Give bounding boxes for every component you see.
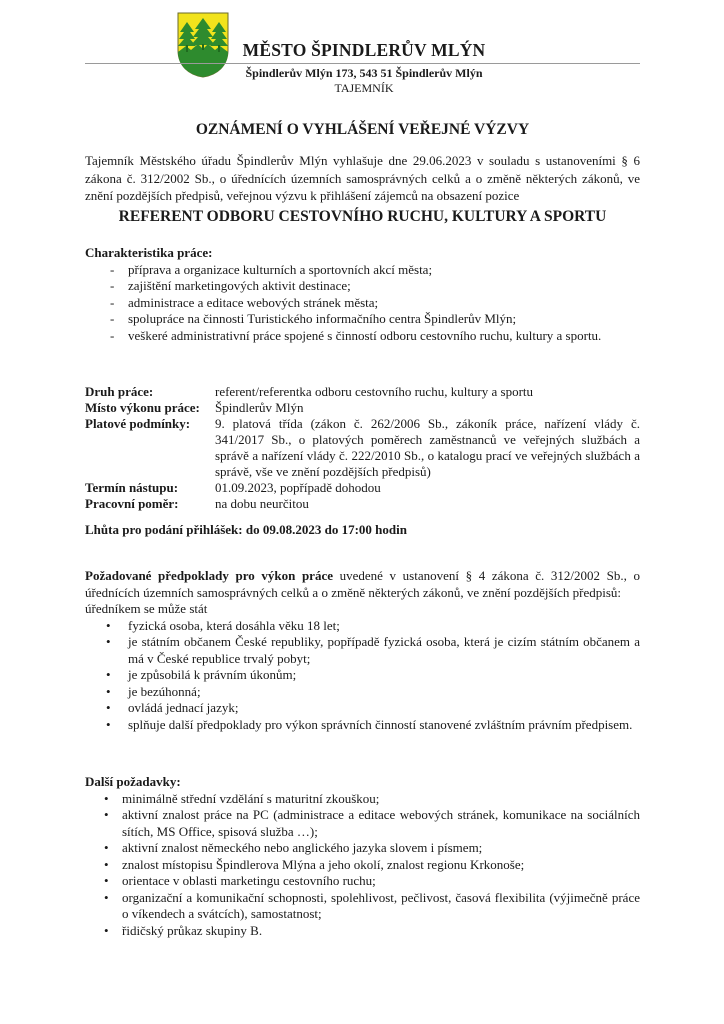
table-row: Druh práce: referent/referentka odboru cestovního ruchu, kultury a sportu <box>85 384 534 399</box>
list-item: • organizační a komunikační schopnosti, spolehlivost, pečlivost, časová flexibilita (výjimečně práce o víkendech a svátcích), samostatnost; <box>104 889 640 921</box>
position-title: REFERENT ODBORU CESTOVNÍHO RUCHU, KULTURY A SPORTU <box>118 208 607 225</box>
prerequisites-heading: Požadované předpoklady pro výkon práce <box>85 568 333 583</box>
list-item: • je bezúhonná; <box>106 683 201 699</box>
characteristics-section <box>85 245 640 344</box>
bullet-marker: • <box>106 716 111 732</box>
bullet-marker: • <box>104 889 109 905</box>
list-item: - zajištění marketingových aktivit destinace; <box>110 278 351 293</box>
list-item: - administrace a editace webových stránek města; <box>110 294 379 310</box>
header-divider <box>85 63 640 64</box>
prerequisites-list <box>85 618 640 734</box>
details-table <box>85 384 640 512</box>
bullet-marker: • <box>106 700 111 715</box>
list-item: • řidičský průkaz skupiny B. <box>104 922 263 938</box>
table-row: Pracovní poměr: na dobu neurčitou <box>85 496 309 511</box>
bullet-marker: • <box>106 617 111 633</box>
table-row: Platové podmínky: 9. platová třída (zákon č. 262/2006 Sb., zákoník práce, nařízení vlády č. 341/2017 Sb., o platových poměrech zaměstnanců ve veřejných službách a správě a nařízení vlády č. 222/2010 Sb., o katalogu prací ve veřejných službách a správě, vše ve znění pozdějších předpisů) <box>85 416 640 479</box>
coat-of-arms-icon <box>177 12 229 78</box>
list-item: • je způsobilá k právním úkonům; <box>106 667 297 682</box>
application-deadline: Lhůta pro podání přihlášek: do 09.08.2023 do 17:00 hodin <box>85 522 407 537</box>
list-item: • ovládá jednací jazyk; <box>106 700 239 715</box>
organization-address: Špindlerův Mlýn 173, 543 51 Špindlerův Mlýn <box>245 66 483 80</box>
table-row: Místo výkonu práce: Špindlerův Mlýn <box>85 400 304 415</box>
list-item: • znalost místopisu Špindlerova Mlýna a jeho okolí, znalost regionu Krkonoše; <box>104 856 525 872</box>
bullet-marker: • <box>104 922 109 938</box>
list-item: • aktivní znalost německého nebo anglického jazyka slovem i písmem; <box>104 840 483 855</box>
details-section <box>85 384 640 512</box>
bullet-marker: • <box>106 634 111 649</box>
bullet-marker: • <box>104 807 109 822</box>
bullet-marker: • <box>106 683 111 699</box>
organization-name: MĚSTO ŠPINDLERŮV MLÝN <box>242 40 486 60</box>
other-requirements-heading: Další požadavky: <box>85 774 181 789</box>
list-item: • aktivní znalost práce na PC (administrace a editace webových stránek, komunikace na sociálních sítích, MS Office, spisová služba …); <box>104 807 640 839</box>
prerequisites-lead: úředníkem se může stát <box>85 601 208 616</box>
bullet-marker: • <box>104 856 109 872</box>
list-item: • splňuje další předpoklady pro výkon správních činností stanovené zvláštním právním předpisem. <box>106 716 633 732</box>
table-row: Termín nástupu: 01.09.2023, popřípadě dohodou <box>85 480 381 495</box>
bullet-marker: • <box>104 840 109 855</box>
dash-marker: - <box>110 261 115 277</box>
list-item: • fyzická osoba, která dosáhla věku 18 let; <box>106 617 340 633</box>
dash-marker: - <box>110 327 115 343</box>
other-requirements-section <box>85 774 640 939</box>
characteristics-list <box>85 262 640 345</box>
list-item: • minimálně střední vzdělání s maturitní zkouškou; <box>104 790 380 806</box>
prerequisites-section <box>85 568 640 733</box>
dash-marker: - <box>110 278 115 293</box>
organization-role: TAJEMNÍK <box>334 81 394 95</box>
dash-marker: - <box>110 311 115 326</box>
list-item: • je státním občanem České republiky, popřípadě fyzická osoba, která je cizím státním občanem a má v České republice trvalý pobyt; <box>106 634 640 666</box>
list-item: • orientace v oblasti marketingu cestovního ruchu; <box>104 873 376 888</box>
list-item: - spolupráce na činnosti Turistického informačního centra Špindlerův Mlýn; <box>110 311 517 326</box>
other-requirements-list <box>85 791 640 940</box>
bullet-marker: • <box>106 667 111 682</box>
list-item: - příprava a organizace kulturních a sportovních akcí města; <box>110 261 433 277</box>
list-item: - veškeré administrativní práce spojené s činností odboru cestovního ruchu, kultury a sportu. <box>110 327 602 343</box>
characteristics-heading: Charakteristika práce: <box>85 245 213 260</box>
dash-marker: - <box>110 294 115 310</box>
intro-paragraph: Tajemník Městského úřadu Špindlerův Mlýn vyhlašuje dne 29.06.2023 v souladu s ustanoveními § 6 zákona č. 312/2002 Sb., o úřednících územních samosprávných celků a o změně některých zákonů, ve znění pozdějších předpisů, veřejnou výzvu k přihlášení zájemců na obsazení pozice <box>85 153 640 203</box>
document-title: OZNÁMENÍ O VYHLÁŠENÍ VEŘEJNÉ VÝZVY <box>195 121 530 138</box>
bullet-marker: • <box>104 873 109 888</box>
bullet-marker: • <box>104 790 109 806</box>
prerequisites-intro: Požadované předpoklady pro výkon práce uvedené v ustanovení § 4 zákona č. 312/2002 Sb., o úřednících územních samosprávných celků a o změně některých zákonů, ve znění pozdějších předpisů: <box>85 568 640 600</box>
